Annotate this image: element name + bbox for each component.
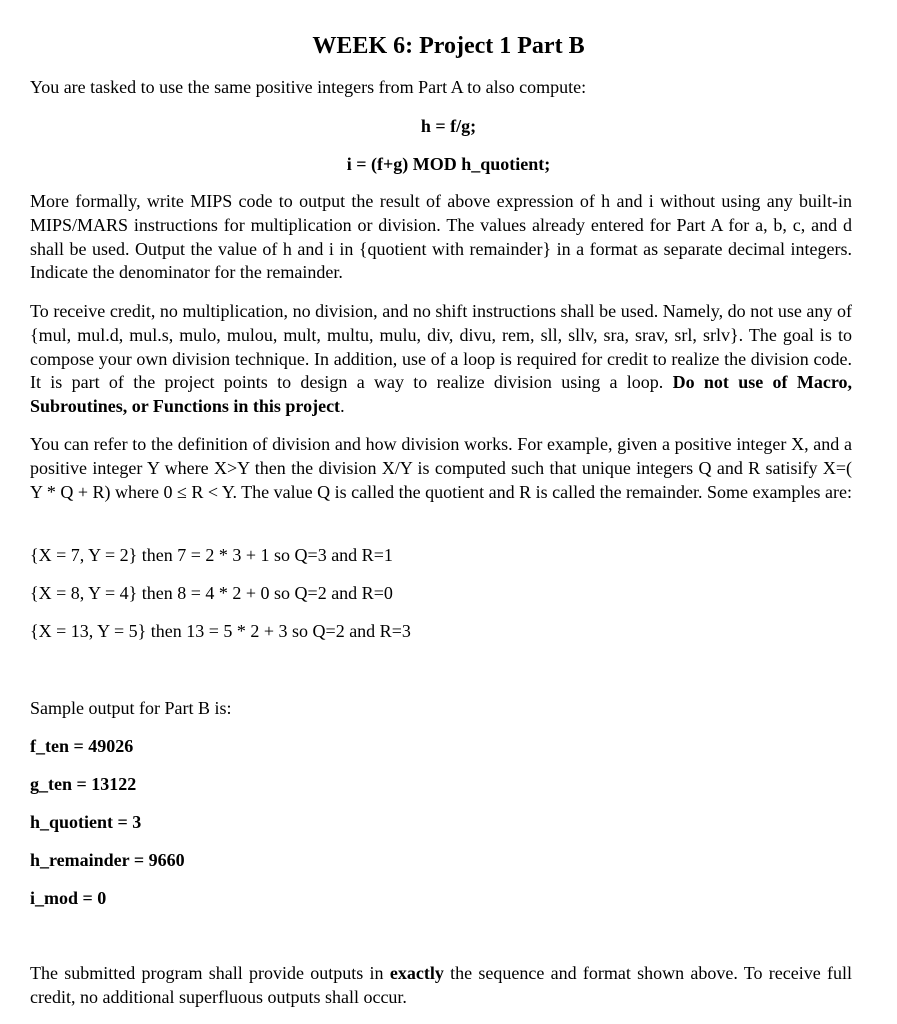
credit-rules-text: To receive credit, no multiplication, no division, and no shift instructions shall be used. Namely, do not use any of {mul, mul.d, mul.s, mulo, mulou, mult, multu, mulu, div, divu, rem, sll, sllv, sra, srav, srl, srlv}. The goal is to compose your own division technique. In addition, use of a loop is required for credit to realize the division code. It is part of the project points to design a way to realize division using a loop. <box>30 301 852 393</box>
final-note-pre: The submitted program shall provide outputs in <box>30 963 390 983</box>
paragraph-division-definition: You can refer to the definition of division and how division works. For example, given a positive integer X, and a positive integer Y where X>Y then the division X/Y is computed such that unique integers Q and R satisify X=( Y * Q + R) where 0 ≤ R < Y. The value Q is called the quotient and R is called the remainder. Some examples are: <box>30 434 852 502</box>
final-note-post: the sequence and format shown above. To receive full credit, no additional superfluous outputs shall occur. <box>30 963 853 1007</box>
intro-text: You are tasked to use the same positive integers from Part A to also compute: <box>30 77 587 97</box>
formula-h: h = f/g; <box>420 116 477 136</box>
page-title: WEEK 6: Project 1 Part B <box>312 33 585 59</box>
sample-output-label: Sample output for Part B is: <box>30 698 232 718</box>
example-line: {X = 8, Y = 4} then 8 = 4 * 2 + 0 so Q=2 and R=0 <box>30 583 393 603</box>
credit-rules-end: . <box>340 396 345 417</box>
output-line: h_quotient = 3 <box>30 812 142 832</box>
paragraph-final-note <box>30 962 852 1010</box>
output-line: f_ten = 49026 <box>30 736 134 756</box>
paragraph-credit-rules <box>30 300 852 419</box>
final-note-bold: exactly <box>389 963 444 983</box>
formula-i: i = (f+g) MOD h_quotient; <box>346 154 551 174</box>
output-line: h_remainder = 9660 <box>30 850 185 870</box>
paragraph-formal-requirements: More formally, write MIPS code to output the result of above expression of h and i without using any built-in MIPS/MARS instructions for multiplication or division. The values already entered for Part A for a, b, c, and d shall be used. Output the value of h and i in {quotient with remainder} in a format as separate decimal integers. Indicate the denominator for the remainder. <box>30 191 852 283</box>
output-line: i_mod = 0 <box>30 888 107 908</box>
example-line: {X = 13, Y = 5} then 13 = 5 * 2 + 3 so Q=2 and R=3 <box>30 621 411 641</box>
example-line: {X = 7, Y = 2} then 7 = 2 * 3 + 1 so Q=3 and R=1 <box>30 545 393 565</box>
credit-rules-bold: Do not use of Macro, Subroutines, or Functions in this project <box>30 372 852 417</box>
output-line: g_ten = 13122 <box>30 774 137 794</box>
